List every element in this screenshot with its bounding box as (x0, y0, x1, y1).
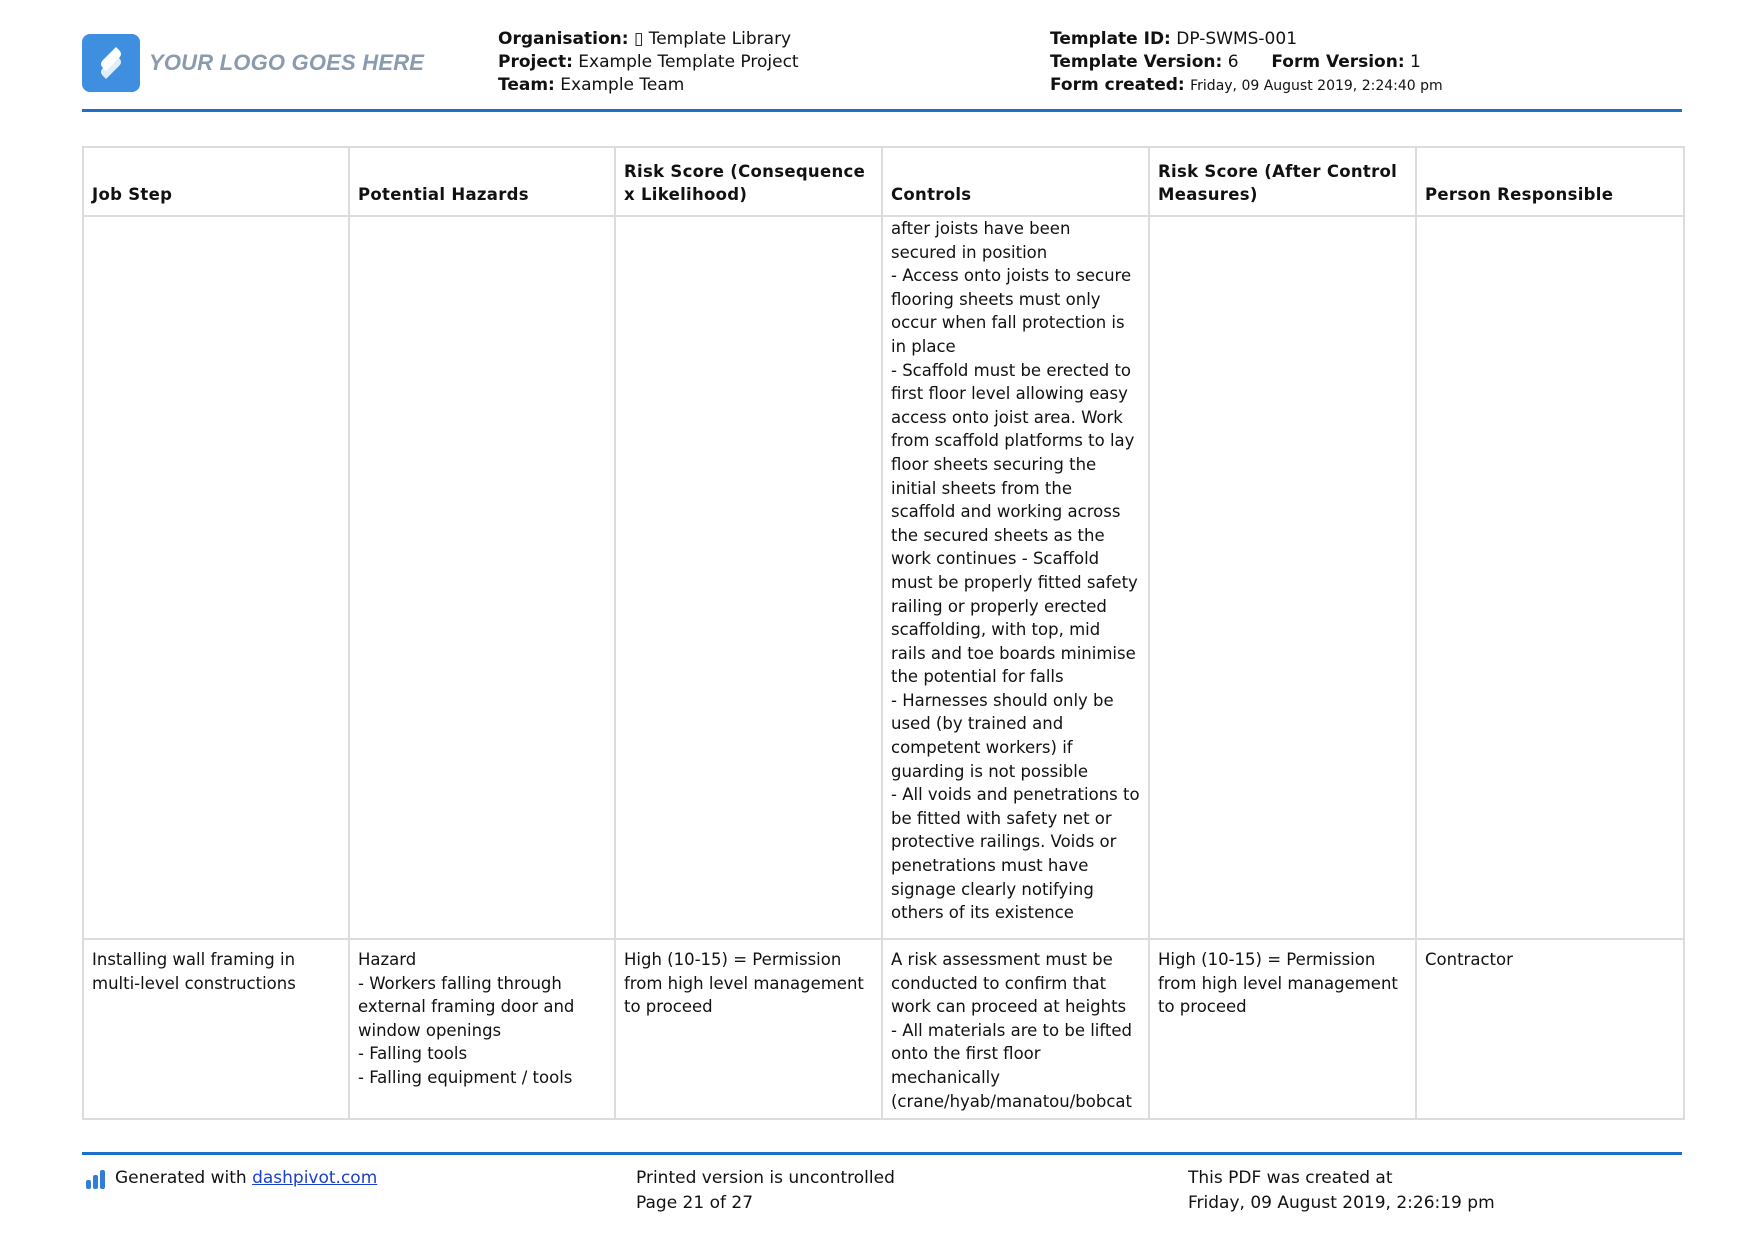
cell-risk-score-after (1149, 216, 1416, 939)
header-divider (82, 109, 1682, 112)
cell-potential-hazards: Hazard - Workers falling through external framing door and window openings - Falling tools - Falling equipment / tools (349, 939, 615, 1119)
cell-risk-score (615, 216, 882, 939)
footer-divider (82, 1152, 1682, 1155)
logo-text: YOUR LOGO GOES HERE (149, 50, 425, 75)
page-header (82, 28, 1682, 108)
pdf-created-label: This PDF was created at (1188, 1168, 1393, 1188)
cell-job-step (83, 216, 349, 939)
footer-generated (86, 1166, 377, 1191)
company-logo (82, 34, 424, 92)
column-header-risk-score-after: Risk Score (After Control Measures) (1149, 147, 1416, 216)
version-row (1050, 51, 1443, 74)
organisation-label: Organisation: (498, 29, 629, 49)
table-header-row (83, 147, 1684, 216)
cell-risk-score: High (10-15) = Permission from high level management to proceed (615, 939, 882, 1119)
cell-controls: A risk assessment must be conducted to confirm that work can proceed at heights - All materials are to be lifted onto the first floor mechanically (crane/hyab/manatou/bobcat (882, 939, 1149, 1119)
template-id-value: DP-SWMS-001 (1176, 29, 1298, 49)
column-header-person-responsible: Person Responsible (1416, 147, 1684, 216)
template-id-label: Template ID: (1050, 29, 1171, 49)
cell-person-responsible: Contractor (1416, 939, 1684, 1119)
printed-notice: Printed version is uncontrolled (636, 1168, 895, 1188)
table-row (83, 939, 1684, 1119)
dashpivot-logo-icon (86, 1169, 107, 1189)
template-id-row (1050, 28, 1443, 51)
organisation-row (498, 28, 799, 51)
cell-risk-score-after: High (10-15) = Permission from high level management to proceed (1149, 939, 1416, 1119)
header-template-info (1050, 28, 1443, 98)
column-header-controls: Controls (882, 147, 1149, 216)
dashpivot-link[interactable]: dashpivot.com (252, 1168, 378, 1188)
team-row (498, 74, 799, 97)
template-version-label: Template Version: (1050, 52, 1223, 72)
column-header-risk-score: Risk Score (Consequence x Likelihood) (615, 147, 882, 216)
team-value: Example Team (560, 75, 685, 95)
column-header-potential-hazards: Potential Hazards (349, 147, 615, 216)
swms-table (82, 146, 1685, 1120)
form-version-value: 1 (1410, 52, 1421, 72)
header-project-info (498, 28, 799, 97)
form-created-value: Friday, 09 August 2019, 2:24:40 pm (1190, 78, 1443, 94)
form-version-label: Form Version: (1271, 52, 1405, 72)
template-version-value: 6 (1227, 52, 1239, 72)
project-row (498, 51, 799, 74)
project-value: Example Template Project (578, 52, 799, 72)
cell-person-responsible (1416, 216, 1684, 939)
cell-job-step: Installing wall framing in multi-level constructions (83, 939, 349, 1119)
cell-potential-hazards (349, 216, 615, 939)
organisation-value: ▯ Template Library (633, 29, 792, 49)
form-created-label: Form created: (1050, 75, 1185, 95)
table-row (83, 216, 1684, 939)
footer-created-info (1188, 1166, 1495, 1216)
footer-print-info (636, 1166, 895, 1216)
form-created-row (1050, 74, 1443, 98)
cell-controls: after joists have been secured in position - Access onto joists to secure flooring sheets must only occur when fall protection is in place - Scaffold must be erected to first floor level allowing easy access onto joist area. Work from scaffold platforms to lay floor sheets securing the initial sheets from the scaffold and working across the secured sheets as the work continues - Scaffold must be properly fitted safety railing or properly erected scaffolding, with top, mid rails and toe boards minimise the potential for falls - Harnesses should only be used (by trained and competent workers) if guarding is not possible - All voids and penetrations to be fitted with safety net or protective railings. Voids or penetrations must have signage clearly notifying others of its existence (882, 216, 1149, 939)
pdf-created-value: Friday, 09 August 2019, 2:26:19 pm (1188, 1193, 1495, 1213)
project-label: Project: (498, 52, 573, 72)
column-header-job-step: Job Step (83, 147, 349, 216)
team-label: Team: (498, 75, 555, 95)
page-number: Page 21 of 27 (636, 1193, 754, 1213)
logo-mark-icon (82, 34, 140, 92)
generated-text: Generated with (115, 1168, 247, 1188)
